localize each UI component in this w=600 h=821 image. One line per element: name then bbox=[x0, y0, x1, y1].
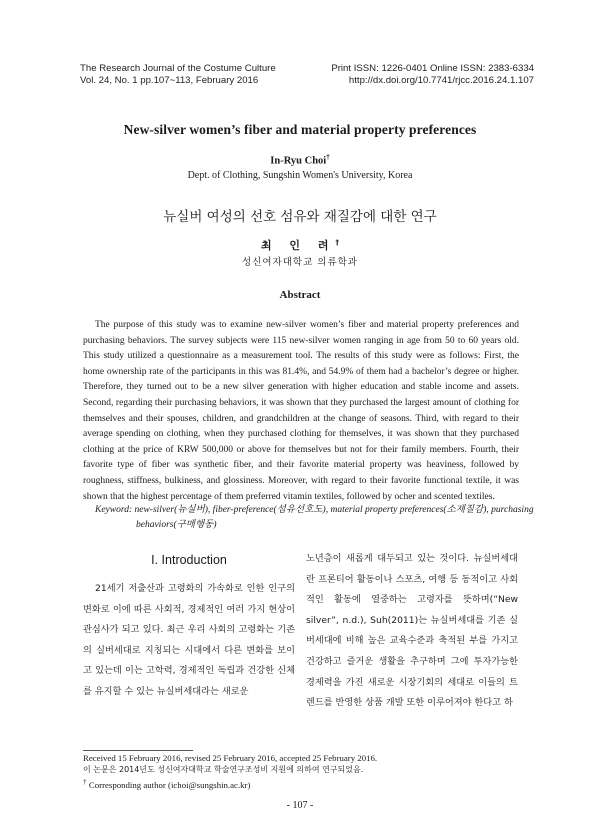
intro-paragraph-left: 21세기 저출산과 고령화의 가속화로 인한 인구의 변화로 이에 따른 사회적, 경제적인 여러 가지 현상이 관심사가 되고 있다. 최근 우리 사회의 고령화는 기존의 실버세대로 지칭되는 시대에서 다른 변화를 보이고 있는데 이는 고학력, 경제적인 독립과 건강한 신체를 유지할 수 있는 뉴실버세대라는 새로운 bbox=[83, 583, 295, 697]
issn: Print ISSN: 1226-0401 Online ISSN: 2383-6334 bbox=[331, 63, 534, 74]
corresponding-mark: † bbox=[83, 777, 87, 786]
doi-link[interactable]: http://dx.doi.org/10.7741/rjcc.2016.24.1.107 bbox=[348, 75, 534, 86]
author-name-korean-text: 최 인 려 bbox=[260, 239, 336, 252]
author-name-text: In-Ryu Choi bbox=[270, 155, 327, 167]
footnote-divider bbox=[83, 750, 193, 751]
running-header-right bbox=[331, 63, 534, 87]
section-heading-introduction: I. Introduction bbox=[151, 553, 227, 567]
abstract-heading: Abstract bbox=[279, 289, 321, 301]
paper-title: New-silver women’s fiber and material property preferences bbox=[123, 122, 477, 137]
running-header-left bbox=[80, 63, 276, 87]
affiliation-korean: 성신여자대학교 의류학과 bbox=[242, 257, 358, 268]
footnote-funding: 이 논문은 2014년도 성신여자대학교 학술연구조성비 지원에 의하여 연구되었음. bbox=[83, 765, 364, 774]
body-column-left bbox=[83, 549, 295, 703]
keywords-label: Keyword: bbox=[95, 505, 133, 515]
volume-info: Vol. 24, No. 1 pp.107~113, February 2016 bbox=[80, 75, 259, 86]
page-number: - 107 - bbox=[286, 800, 314, 811]
footnote-corresponding bbox=[83, 776, 250, 791]
author-mark-korean: † bbox=[335, 238, 340, 247]
author-affiliation: Dept. of Clothing, Sungshin Women's University, Korea bbox=[187, 170, 413, 181]
author-name bbox=[0, 153, 600, 167]
paper-title-korean: 뉴실버 여성의 선호 섬유와 재질감에 대한 연구 bbox=[163, 209, 437, 225]
corresponding-text: Corresponding author (ichoi@sungshin.ac.kr) bbox=[88, 779, 251, 790]
abstract-text: The purpose of this study was to examine new-silver women’s fiber and material property preferences and purchasing behaviors. The survey subjects were 115 new-silver women ranging in age from 50 to 60 years old. This study utilized a questionnaire as a measurement tool. The results of this study were as follows: First, the home ownership rate of the participants in this was 81.4%, and 54.9% of them had a bachelor’s degree or higher. Therefore, they turned out to be a new silver generation with higher education and stable income and assets. Second, regarding their purchasing behaviors, it was shown that they purchased the largest amount of clothing for themselves and their spouses, children, and grandchildren at the change of seasons. Third, with regard to their average spending on clothing, when they purchased clothing for themselves, it was shown that they purchased clothing at the price of KRW 500,000 or above for themselves but not for their family members. Fourth, their favorite type of fiber was synthetic fiber, and their favorite material property was heaviness, followed by roughness, stiffness, bulkiness, and glossiness. Moreover, with regard to their favorite functional textile, it was shown that the highest percentage of them preferred vitamin textiles, followed by ocher and scented textiles. bbox=[83, 320, 519, 502]
author-mark: † bbox=[326, 153, 330, 161]
body-column-right bbox=[306, 549, 518, 714]
keywords-text: new-silver(뉴실버), fiber-preference(섬유선호도), material property preferences(소재질감), purchasing behaviors(구매행동) bbox=[134, 505, 534, 530]
intro-paragraph-right: 노년층이 새롭게 대두되고 있는 것이다. 뉴실버세대란 프론티어 활동이나 스포츠, 여행 등 동적이고 사회적인 활동에 열중하는 고령자를 뜻하며(“New silver”, n.d.), Suh(2011)는 뉴실버세대를 기존 실버세대에 비해 높은 교육수준과 축적된 부를 가지고 건강하고 즐거운 생활을 추구하며 그에 투자가능한 경제력을 가진 새로운 시장기회의 세대로 이들의 트렌드를 반영한 상품 개발 또한 이루어져야 한다고 하 bbox=[306, 553, 518, 709]
author-name-korean bbox=[0, 237, 600, 253]
journal-name: The Research Journal of the Costume Culture bbox=[80, 63, 276, 74]
keywords bbox=[95, 503, 556, 532]
footnote-received: Received 15 February 2016, revised 25 February 2016, accepted 25 February 2016. bbox=[83, 753, 378, 763]
